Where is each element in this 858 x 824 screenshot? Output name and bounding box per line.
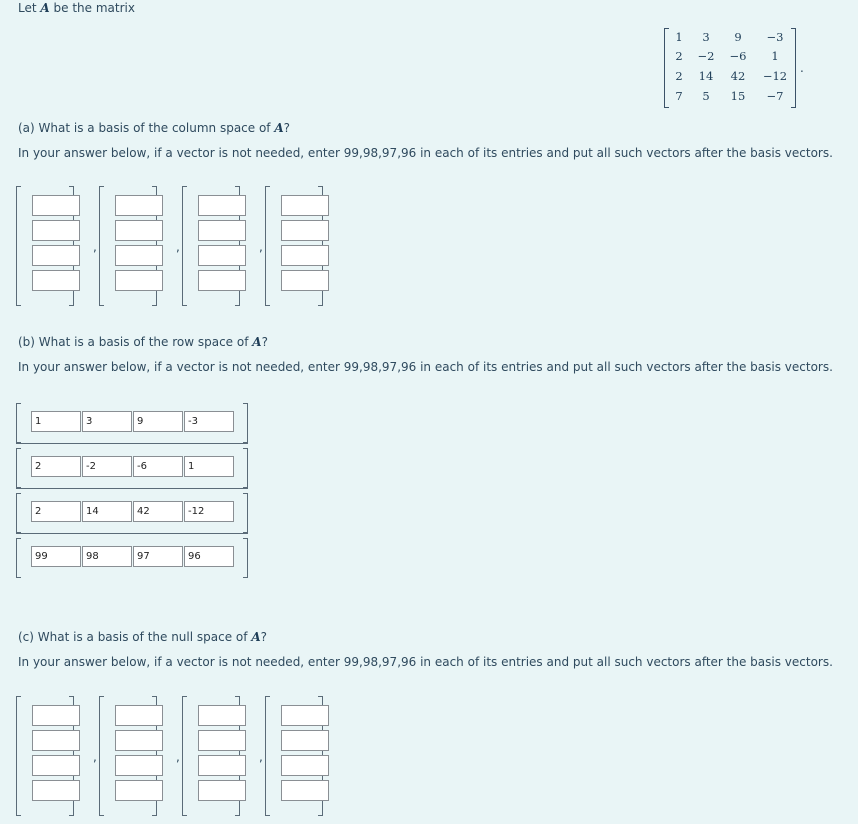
left-bracket bbox=[16, 696, 21, 816]
null-space-vector-4-entry-2[interactable] bbox=[281, 730, 329, 751]
matrix-cell: 7 bbox=[675, 89, 683, 103]
null-space-vector-4-entry-1[interactable] bbox=[281, 705, 329, 726]
matrix-cell: 15 bbox=[730, 89, 746, 103]
intro-prefix: Let bbox=[18, 1, 37, 15]
null-space-vector-4-entry-3[interactable] bbox=[281, 755, 329, 776]
intro-suffix: be the matrix bbox=[53, 1, 135, 15]
row-space-vector-1-entry-1[interactable] bbox=[31, 411, 81, 432]
null-space-vector-2-entry-2[interactable] bbox=[115, 730, 163, 751]
row-space-vector-2-entry-4[interactable] bbox=[184, 456, 234, 477]
vector-separator: , bbox=[93, 240, 97, 254]
left-bracket bbox=[16, 403, 21, 443]
part-c-instruction: In your answer below, if a vector is not needed, enter 99,98,97,96 in each of its entries and put all such vectors after the basis vectors. bbox=[18, 655, 833, 669]
matrix-cell: 9 bbox=[734, 30, 742, 44]
matrix-cell: −12 bbox=[762, 69, 788, 83]
null-space-vector-4-entry-4[interactable] bbox=[281, 780, 329, 801]
matrix-cell: 2 bbox=[675, 49, 683, 63]
column-space-vector-1-entry-3[interactable] bbox=[32, 245, 80, 266]
row-divider bbox=[16, 533, 248, 534]
null-space-vector-3-entry-3[interactable] bbox=[198, 755, 246, 776]
column-space-vector-4-entry-2[interactable] bbox=[281, 220, 329, 241]
vector-separator: , bbox=[93, 750, 97, 764]
row-space-vector-4-entry-4[interactable] bbox=[184, 546, 234, 567]
column-space-vector-2-entry-2[interactable] bbox=[115, 220, 163, 241]
matrix-cell: 5 bbox=[702, 89, 710, 103]
column-space-vector-4-entry-3[interactable] bbox=[281, 245, 329, 266]
null-space-vector-2-entry-1[interactable] bbox=[115, 705, 163, 726]
column-space-vector-3-entry-3[interactable] bbox=[198, 245, 246, 266]
matrix-symbol: A bbox=[251, 630, 261, 644]
question-mark: ? bbox=[261, 335, 268, 349]
matrix-cell: 1 bbox=[771, 49, 779, 63]
column-space-vector-1-entry-4[interactable] bbox=[32, 270, 80, 291]
left-bracket bbox=[265, 186, 270, 306]
null-space-vector-2-entry-3[interactable] bbox=[115, 755, 163, 776]
row-space-vector-1 bbox=[16, 403, 248, 441]
left-bracket bbox=[16, 448, 21, 488]
question-mark: ? bbox=[260, 630, 267, 644]
matrix-cell: −2 bbox=[697, 49, 715, 63]
part-b-question bbox=[18, 335, 268, 349]
matrix-right-bracket bbox=[791, 28, 796, 108]
matrix-cell: 1 bbox=[675, 30, 683, 44]
vector-separator: , bbox=[259, 240, 263, 254]
row-space-vector-1-entry-2[interactable] bbox=[82, 411, 132, 432]
column-space-vector-3-entry-2[interactable] bbox=[198, 220, 246, 241]
row-space-vector-3-entry-1[interactable] bbox=[31, 501, 81, 522]
column-space-vector-1-entry-2[interactable] bbox=[32, 220, 80, 241]
null-space-vector-3-entry-2[interactable] bbox=[198, 730, 246, 751]
column-space-vector-1-entry-1[interactable] bbox=[32, 195, 80, 216]
vector-separator: , bbox=[176, 240, 180, 254]
left-bracket bbox=[16, 538, 21, 578]
column-space-vector-4-entry-1[interactable] bbox=[281, 195, 329, 216]
matrix-a bbox=[664, 26, 796, 106]
right-bracket bbox=[243, 493, 248, 533]
left-bracket bbox=[16, 493, 21, 533]
matrix-cell: −7 bbox=[766, 89, 784, 103]
row-space-vector-4-entry-3[interactable] bbox=[133, 546, 183, 567]
part-b-question-text: (b) What is a basis of the row space of bbox=[18, 335, 249, 349]
row-space-vector-4-entry-2[interactable] bbox=[82, 546, 132, 567]
column-space-vector-3-entry-4[interactable] bbox=[198, 270, 246, 291]
matrix-cell: 42 bbox=[730, 69, 746, 83]
right-bracket bbox=[243, 403, 248, 443]
matrix-cell: −3 bbox=[766, 30, 784, 44]
null-space-vector-1-entry-3[interactable] bbox=[32, 755, 80, 776]
null-space-vector-1-entry-2[interactable] bbox=[32, 730, 80, 751]
matrix-cell: −6 bbox=[729, 49, 747, 63]
null-space-vector-3-entry-1[interactable] bbox=[198, 705, 246, 726]
left-bracket bbox=[99, 186, 104, 306]
part-c-question-text: (c) What is a basis of the null space of bbox=[18, 630, 248, 644]
row-space-vector-3-entry-3[interactable] bbox=[133, 501, 183, 522]
part-c-question bbox=[18, 630, 267, 644]
row-space-vector-4-entry-1[interactable] bbox=[31, 546, 81, 567]
column-space-vector-2-entry-3[interactable] bbox=[115, 245, 163, 266]
column-space-vector-2-entry-4[interactable] bbox=[115, 270, 163, 291]
column-space-vector-4-entry-4[interactable] bbox=[281, 270, 329, 291]
row-space-vector-3-entry-2[interactable] bbox=[82, 501, 132, 522]
row-space-vector-2 bbox=[16, 448, 248, 486]
left-bracket bbox=[16, 186, 21, 306]
intro-line bbox=[18, 1, 135, 15]
row-space-vector-1-entry-3[interactable] bbox=[133, 411, 183, 432]
right-bracket bbox=[243, 448, 248, 488]
vector-separator: , bbox=[176, 750, 180, 764]
null-space-vector-1-entry-4[interactable] bbox=[32, 780, 80, 801]
matrix-symbol: A bbox=[274, 121, 284, 135]
row-space-vector-2-entry-1[interactable] bbox=[31, 456, 81, 477]
matrix-symbol: A bbox=[40, 1, 50, 15]
row-space-vector-1-entry-4[interactable] bbox=[184, 411, 234, 432]
row-space-vector-3-entry-4[interactable] bbox=[184, 501, 234, 522]
part-a-instruction: In your answer below, if a vector is not needed, enter 99,98,97,96 in each of its entries and put all such vectors after the basis vectors. bbox=[18, 146, 833, 160]
column-space-vector-3-entry-1[interactable] bbox=[198, 195, 246, 216]
row-divider bbox=[16, 488, 248, 489]
left-bracket bbox=[182, 186, 187, 306]
question-mark: ? bbox=[283, 121, 291, 135]
vector-separator: , bbox=[259, 750, 263, 764]
row-space-vector-2-entry-3[interactable] bbox=[133, 456, 183, 477]
matrix-cell: 2 bbox=[675, 69, 683, 83]
left-bracket bbox=[99, 696, 104, 816]
row-space-vector-3 bbox=[16, 493, 248, 531]
left-bracket bbox=[265, 696, 270, 816]
null-space-vector-2-entry-4[interactable] bbox=[115, 780, 163, 801]
row-space-vector-4 bbox=[16, 538, 248, 576]
matrix-period: . bbox=[800, 61, 804, 75]
part-a-question-text: (a) What is a basis of the column space of bbox=[18, 121, 271, 135]
part-b-instruction: In your answer below, if a vector is not needed, enter 99,98,97,96 in each of its entries and put all such vectors after the basis vectors. bbox=[18, 360, 833, 374]
row-divider bbox=[16, 443, 248, 444]
column-space-vector-2-entry-1[interactable] bbox=[115, 195, 163, 216]
row-space-vector-2-entry-2[interactable] bbox=[82, 456, 132, 477]
part-a-question bbox=[18, 121, 290, 135]
null-space-vector-3-entry-4[interactable] bbox=[198, 780, 246, 801]
matrix-cell: 3 bbox=[702, 30, 710, 44]
matrix-cell: 14 bbox=[698, 69, 714, 83]
right-bracket bbox=[243, 538, 248, 578]
null-space-vector-1-entry-1[interactable] bbox=[32, 705, 80, 726]
matrix-symbol: A bbox=[252, 335, 262, 349]
left-bracket bbox=[182, 696, 187, 816]
